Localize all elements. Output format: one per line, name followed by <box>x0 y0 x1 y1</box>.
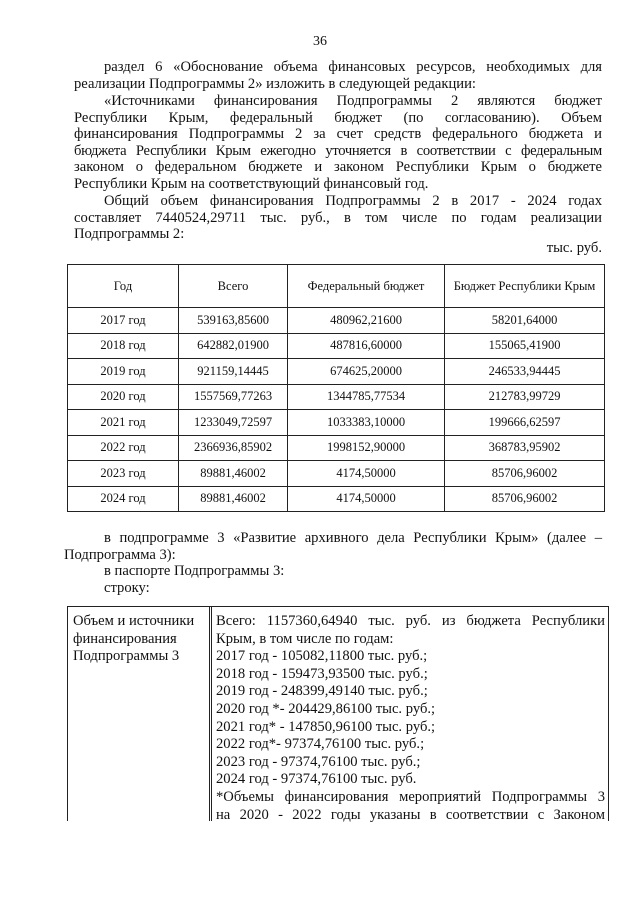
value-line: 2019 год - 248399,49140 тыс. руб.; <box>216 683 428 700</box>
table-cell: 85706,96002 <box>445 486 605 512</box>
rows-line: строку: <box>104 579 150 596</box>
section-intro <box>74 59 602 92</box>
table-cell: 487816,60000 <box>288 333 445 359</box>
value-line: Крым, в том числе по годам: <box>216 630 394 647</box>
value-line: 2018 год - 159473,93500 тыс. руб.; <box>216 665 428 682</box>
table-cell: 89881,46002 <box>179 461 288 487</box>
paragraph-line: Республики Крым на соответствующий финансовый год. <box>74 175 429 192</box>
paragraph-line: «Источниками финансирования Подпрограммы 2 являются бюджет <box>104 93 602 109</box>
table-cell: 674625,20000 <box>288 359 445 385</box>
table-cell: 480962,21600 <box>288 308 445 334</box>
table-cell: 1998152,90000 <box>288 435 445 461</box>
paragraph-line: бюджета Республики Крым ежегодно уточняется в соответствии с федеральным <box>74 142 602 159</box>
paragraph-line: Республики Крым, федеральный бюджет (по согласованию). Объем <box>74 109 602 126</box>
table-cell: 539163,85600 <box>179 308 288 334</box>
label-line: финансирования <box>73 630 177 647</box>
paragraph-line: финансирования Подпрограммы 2 за счет средств федерального бюджета и <box>74 126 602 143</box>
unit-label: тыс. руб. <box>546 240 602 256</box>
table-cell: 368783,95902 <box>445 435 605 461</box>
table-cell: 212783,99729 <box>445 384 605 410</box>
paragraph-line: составляет 7440524,29711 тыс. руб., в том числе по годам реализации <box>74 209 602 226</box>
finance-table <box>67 264 605 512</box>
value-line: 2020 год *- 204429,86100 тыс. руб.; <box>216 700 436 717</box>
intro-line: раздел 6 «Обоснование объема финансовых ресурсов, необходимых для <box>104 59 602 75</box>
table-cell: 921159,14445 <box>179 359 288 385</box>
table-row <box>68 359 605 385</box>
table-row <box>68 384 605 410</box>
table-row <box>68 308 605 334</box>
passport-line: в паспорте Подпрограммы 3: <box>104 563 285 580</box>
table-row <box>68 435 605 461</box>
value-line: 2017 год - 105082,11800 тыс. руб.; <box>216 648 428 665</box>
value-line: 2022 год*- 97374,76100 тыс. руб.; <box>216 736 425 753</box>
table-row <box>68 410 605 436</box>
table-cell: 2017 год <box>68 308 179 334</box>
page-number: 36 <box>313 34 327 49</box>
table-cell: 4174,50000 <box>288 461 445 487</box>
table-cell: 246533,94445 <box>445 359 605 385</box>
passport-label-cell <box>68 607 210 821</box>
funding-sources-paragraph <box>74 93 602 193</box>
value-line: Всего: 1157360,64940 тыс. руб. из бюджета Республики <box>216 613 605 629</box>
header-total: Всего <box>179 265 288 308</box>
table-cell: 2020 год <box>68 384 179 410</box>
value-line: 2023 год - 97374,76100 тыс. руб.; <box>216 753 421 770</box>
paragraph-line: законом о федеральном бюджете и законом Республики Крым о бюджете <box>74 159 602 176</box>
header-federal: Федеральный бюджет <box>288 265 445 308</box>
table-row <box>68 333 605 359</box>
table-cell: 2021 год <box>68 410 179 436</box>
value-line: на 2020 - 2022 годы указаны в соответствии с Законом <box>216 806 605 823</box>
total-paragraph <box>74 193 602 243</box>
table-cell: 642882,01900 <box>179 333 288 359</box>
value-line: 2024 год - 97374,76100 тыс. руб. <box>216 771 417 788</box>
header-year: Год <box>68 265 179 308</box>
table-cell: 1033383,10000 <box>288 410 445 436</box>
table-cell: 155065,41900 <box>445 333 605 359</box>
table-cell: 85706,96002 <box>445 461 605 487</box>
passport-table <box>67 606 609 821</box>
label-line: Подпрограммы 3 <box>73 648 180 665</box>
table-row <box>68 461 605 487</box>
label-line: Объем и источники <box>73 613 195 629</box>
table-cell: 89881,46002 <box>179 486 288 512</box>
table-cell: 1344785,77534 <box>288 384 445 410</box>
passport-value-cell <box>211 607 608 821</box>
table-cell: 4174,50000 <box>288 486 445 512</box>
paragraph-line: Подпрограммы 2: <box>74 226 185 243</box>
table-row <box>68 486 605 512</box>
value-line: 2021 год* - 147850,96100 тыс. руб.; <box>216 718 436 735</box>
table-cell: 2023 год <box>68 461 179 487</box>
table-cell: 1233049,72597 <box>179 410 288 436</box>
table-cell: 2024 год <box>68 486 179 512</box>
header-crimea: Бюджет Республики Крым <box>445 265 605 308</box>
intro-line: реализации Подпрограммы 2» изложить в следующей редакции: <box>74 75 476 92</box>
table-header-row <box>68 265 605 308</box>
table-cell: 1557569,77263 <box>179 384 288 410</box>
paragraph-line: Общий объем финансирования Подпрограммы 2 в 2017 - 2024 годах <box>104 193 602 209</box>
table-cell: 2018 год <box>68 333 179 359</box>
table-cell: 2366936,85902 <box>179 435 288 461</box>
value-line: *Объемы финансирования мероприятий Подпрограммы 3 <box>216 788 605 805</box>
table-cell: 2019 год <box>68 359 179 385</box>
subprogram3-intro <box>64 530 602 596</box>
table-cell: 199666,62597 <box>445 410 605 436</box>
paragraph-line: в подпрограмме 3 «Развитие архивного дела Республики Крым» (далее – <box>104 530 602 546</box>
paragraph-line: Подпрограмма 3): <box>64 546 176 563</box>
table-cell: 58201,64000 <box>445 308 605 334</box>
table-cell: 2022 год <box>68 435 179 461</box>
